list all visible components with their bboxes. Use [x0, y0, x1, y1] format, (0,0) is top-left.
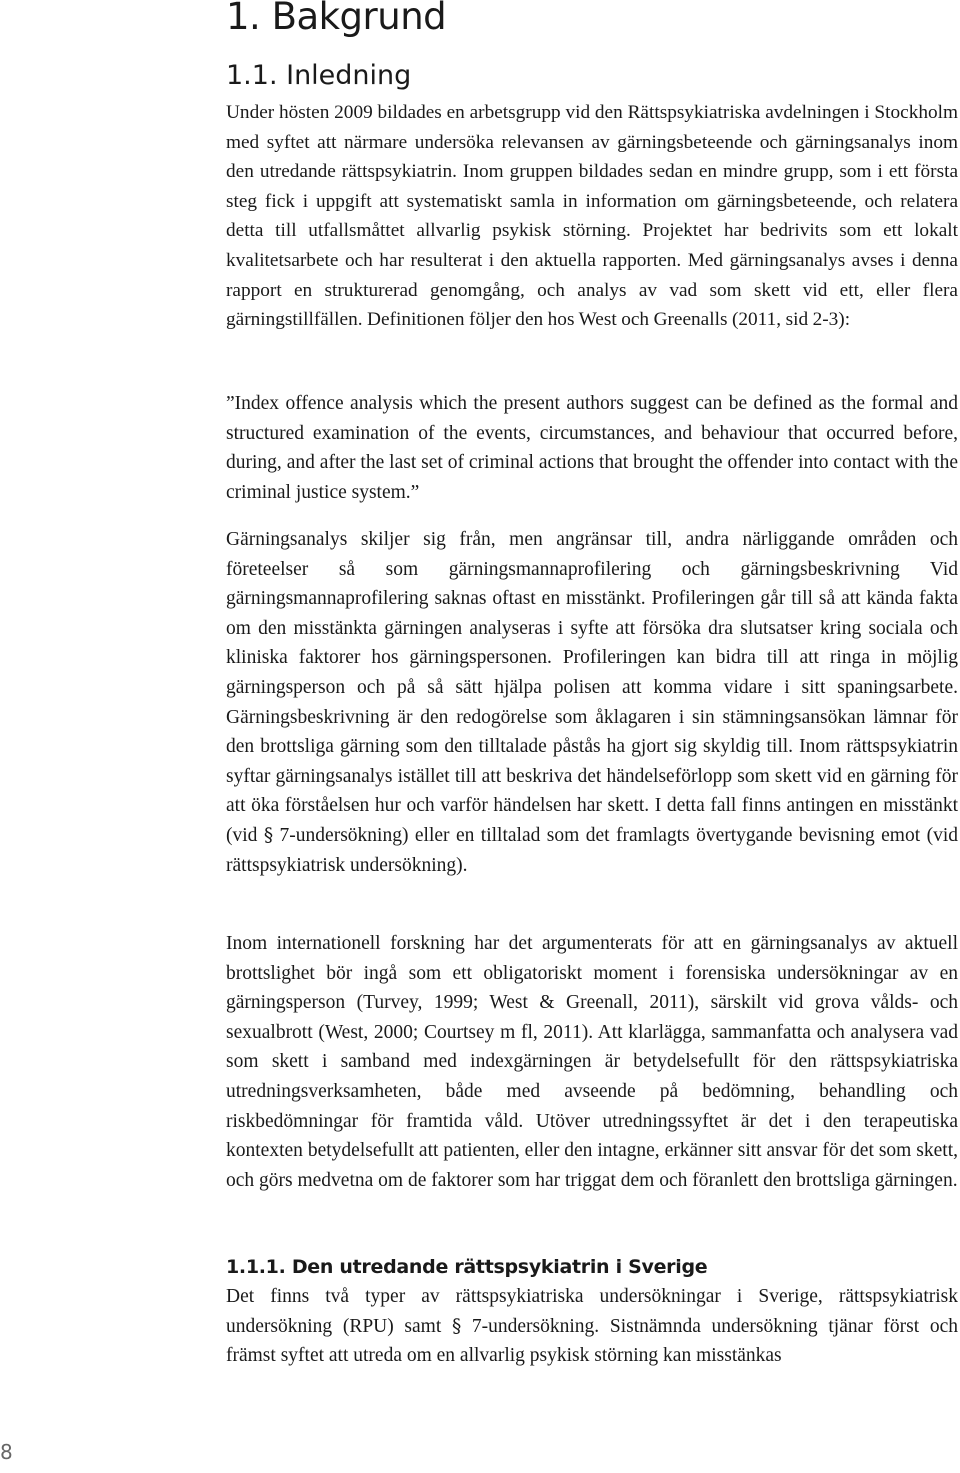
comparison-paragraph [226, 525, 958, 880]
section-sign: § [451, 1315, 462, 1337]
section-sign: § [263, 824, 274, 846]
forensic-types-paragraph [226, 1282, 958, 1371]
chapter-heading: 1. Bakgrund [226, 0, 447, 38]
definition-quote: ”Index offence analysis which the present authors suggest can be defined as the formal and structured examination of the events, circumstances, and behaviour that occurred before, during, and after the last set of criminal actions that brought the offender into contact with the criminal justice system.” [226, 393, 958, 503]
research-paragraph: Inom internationell forskning har det argumenterats för att en gärningsanalys av aktuell brottslighet bör ingå som ett obligatoriskt moment i forensiska undersökningar av en gärningsperson (Turvey, 1999; West & Greenall, 2011), särskilt vid grova vålds- och sexualbrott (West, 2000; Courtsey m fl, 2011). Att klarlägga, sammanfatta och analysera vad som skett i samband med indexgärningen är betydelsefullt för den rättspsykiatriska utredningsverksamheten, både med avseende på bedömning, behandling och riskbedömningar för framtida våld. Utöver utredningssyftet är det i den terapeutiska kontexten betydelsefullt att patienten, eller den intagne, erkänner sitt ansvar för det som skett, och görs medvetna om de faktorer som har triggat dem och föranlett den brottsliga gärningen. [226, 933, 958, 1191]
page-number: 8 [0, 1440, 13, 1464]
comparison-paragraph-text-a: Gärningsanalys skiljer sig från, men angränsar till, andra närliggande områden och företeelser så som gärningsmannaprofilering och gärningsbeskrivning Vid gärningsmannaprofilering saknas oftast en misstänkt. Profileringen går till så att kända fakta om den misstänkta gärningen analyseras i syfte att försöka dra slutsatser kring sociala och kliniska faktorer hos gärningspersonen. Profileringen kan bidra till att ringa in möjlig gärningsperson och på så sätt hjälpa polisen att komma vidare i sitt spaningsarbete. Gärningsbeskrivning är den redogörelse som åklagaren i sin stämningsansökan lämnar för den brottsliga gärning som den tilltalade påstås ha gjort sig skyldig till. Inom rättspsykiatrin syftar gärningsanalys istället till att beskriva det händelseförlopp som skett vid en gärning för att öka förståelsen hur och varför händelsen har skett. I detta fall finns antingen en misstänkt (vid [226, 529, 958, 846]
forensic-types-text-b: 7-undersökning. Sistnämnda undersökning tjänar först och främst syftet att utreda om en allvarlig psykisk störning kan misstänkas [226, 1315, 959, 1367]
intro-paragraph: Under hösten 2009 bildades en arbetsgrupp vid den Rättspsykiatriska avdelningen i Stockholm med syftet att närmare undersöka relevansen av gärningsbeteende och gärningsanalys inom den utredande rättspsykiatrin. Inom gruppen bildades sedan en mindre grupp, som i ett första steg fick i uppgift att systematiskt samla in information om gärningsbeteende, och relatera detta till utfallsmåttet allvarlig psykisk störning. Projektet har bedrivits som ett lokalt kvalitetsarbete och har resulterat i den aktuella rapporten. Med gärningsanalys avses i denna rapport en strukturerad genomgång, och analys av vad som skett vid ett, eller flera gärningstillfällen. Definitionen följer den hos West och Greenalls (2011, sid 2-3): [226, 102, 958, 331]
section-heading: 1.1. Inledning [226, 60, 412, 91]
comparison-paragraph-text-b: 7-undersökning) eller en tilltalad som det framlagts övertygande bevisning emot (vid rättspsykiatrisk undersökning). [226, 824, 958, 876]
forensic-types-text-a: Det finns två typer av rättspsykiatriska undersökningar i Sverige, rättspsykiatrisk undersökning (RPU) samt [226, 1286, 958, 1337]
subsection-heading: 1.1.1. Den utredande rättspsykiatrin i Sverige [226, 1256, 708, 1278]
